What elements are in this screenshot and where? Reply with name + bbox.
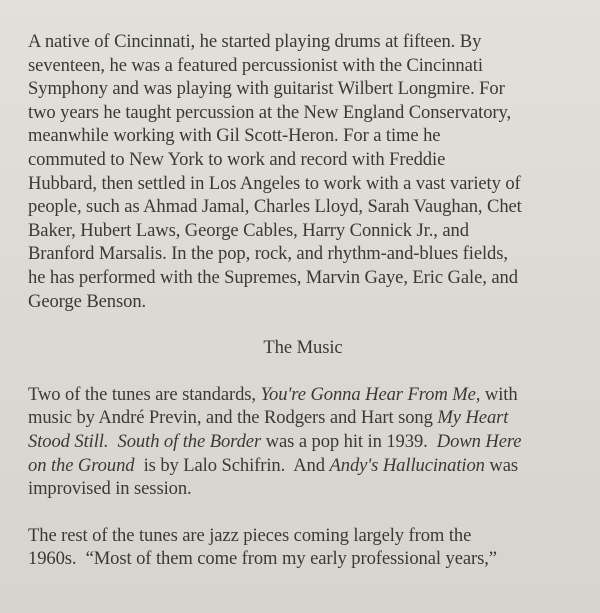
text-line: A native of Cincinnati, he started playing drums at fifteen. By	[28, 31, 482, 52]
section-heading-the-music: The Music	[263, 337, 343, 359]
text-line: Hubbard, then settled in Los Angeles to work with a vast variety of	[28, 172, 521, 194]
text-line: Baker, Hubert Laws, George Cables, Harry Connick Jr., and	[28, 219, 469, 241]
paragraph-gap	[28, 501, 578, 524]
text-run: with	[480, 383, 518, 405]
text-line: people, such as Ahmad Jamal, Charles Lloyd, Sarah Vaughan, Chet	[28, 196, 522, 218]
text-line: improvised in session.	[28, 478, 192, 500]
text-run: music by André Previn, and the Rodgers and Hart song	[28, 407, 438, 429]
song-title: You're Gonna Hear From Me,	[260, 383, 481, 405]
song-title: on the Ground	[28, 454, 135, 476]
text-line	[28, 406, 578, 430]
song-title: Andy's Hallucination	[329, 454, 485, 476]
text-run: is by Lalo Schifrin. And	[134, 454, 330, 476]
song-title: Stood Still.	[28, 430, 109, 452]
music-paragraph	[28, 383, 578, 501]
text-line: The rest of the tunes are jazz pieces coming largely from the	[28, 524, 472, 546]
text-line: Branford Marsalis. In the pop, rock, and rhythm-and-blues fields,	[28, 243, 508, 265]
song-title: Down Here	[436, 430, 522, 452]
text-line: two years he taught percussion at the New England Conservatory,	[28, 101, 512, 123]
text-line: seventeen, he was a featured percussionist with the Cincinnati	[28, 54, 483, 76]
song-title: South of the Border	[117, 430, 262, 452]
text-line	[28, 454, 578, 478]
text-line: Symphony and was playing with guitarist Wilbert Longmire. For	[28, 78, 505, 100]
text-line: George Benson.	[28, 290, 147, 312]
text-line: 1960s. “Most of them come from my early professional years,”	[28, 548, 497, 570]
text-line	[28, 430, 578, 454]
text-line	[28, 383, 578, 407]
text-run: was a pop hit in 1939.	[261, 430, 437, 452]
text-run: was	[484, 454, 519, 476]
text-line: commuted to New York to work and record with Freddie	[28, 148, 446, 170]
bio-paragraph	[28, 30, 578, 313]
text-run	[108, 431, 117, 452]
text-line: meanwhile working with Gil Scott-Heron. For a time he	[28, 125, 441, 147]
text-line: he has performed with the Supremes, Marvin Gaye, Eric Gale, and	[28, 266, 518, 288]
text-run: Two of the tunes are standards,	[28, 383, 261, 405]
song-title: My Heart	[437, 407, 509, 429]
closing-paragraph	[28, 524, 578, 571]
